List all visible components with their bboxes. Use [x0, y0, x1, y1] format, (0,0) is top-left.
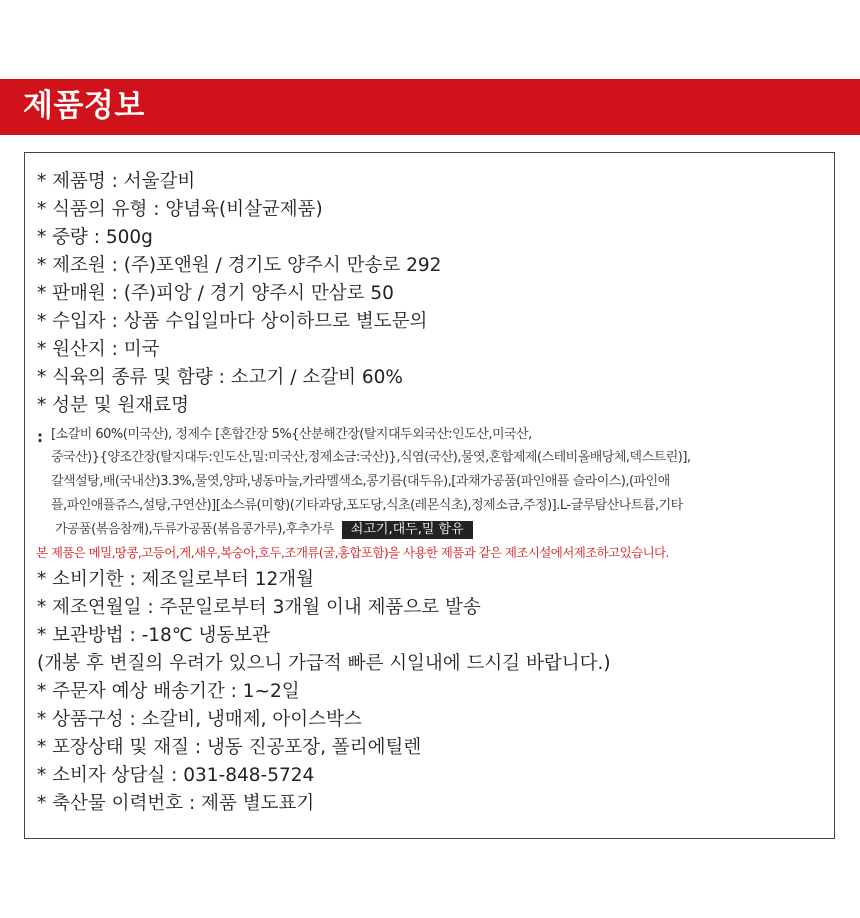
ingredients-line-3: 갈색설탕,배(국내산)3.3%,물엿,양파,냉동마늘,카라멜색소,콩기름(대두유),[과채가공품(파인애플 슬라이스),(파인애 [51, 474, 670, 489]
customer-service-line: * 소비자 상담실 : 031-848-5724 [37, 765, 315, 786]
origin-line: * 원산지 : 미국 [37, 339, 160, 360]
food-type-line: * 식품의 유형 : 양념육(비살균제품) [37, 199, 323, 220]
product-name-line: * 제품명 : 서울갈비 [37, 171, 196, 192]
ingredients-line-2: 중국산)}{양조간장(탈지대두:인도산,밀:미국산,정제소금:국산)},식염(국산),물엿,혼합제제(스테비올배당체,덱스트린)], [51, 450, 691, 465]
ingredients-line-5 [55, 521, 473, 539]
meat-content-line: * 식육의 종류 및 함량 : 소고기 / 소갈비 60% [37, 367, 403, 388]
storage-line: * 보관방법 : -18℃ 냉동보관 [37, 625, 270, 646]
ingredients-line-4: 플,파인애플쥬스,설탕,구연산)][소스류(미향)(기타과당,포도당,식초(레몬식초),정제소금,주정)].L-글루탐산나트륨,기타 [51, 498, 683, 513]
package-contents-line: * 상품구성 : 소갈비, 냉매제, 아이스박스 [37, 709, 362, 730]
delivery-line: * 주문자 예상 배송기간 : 1~2일 [37, 681, 300, 702]
ingredients-line-5-text: 가공품(볶음참깨),두류가공품(볶음콩가루),후추가루 [55, 522, 334, 537]
ingredients-marker: : [37, 428, 43, 446]
traceability-line: * 축산물 이력번호 : 제품 별도표기 [37, 793, 315, 814]
weight-line: * 중량 : 500g [37, 227, 153, 248]
importer-line: * 수입자 : 상품 수입일마다 상이하므로 별도문의 [37, 311, 428, 332]
allergen-badge: 쇠고기,대두,밀 함유 [342, 521, 473, 539]
ingredients-line-1: [소갈비 60%(미국산), 정제수 [혼합간장 5%{산분해간장(탈지대두외국산:인도산,미국산, [51, 427, 532, 442]
product-info-panel [24, 152, 835, 839]
storage-note-line: (개봉 후 변질의 우려가 있으니 가급적 빠른 시일내에 드시길 바랍니다.) [37, 653, 611, 674]
section-title: 제품정보 [23, 88, 145, 124]
seller-line: * 판매원 : (주)피앙 / 경기 양주시 만삼로 50 [37, 283, 394, 304]
manufacture-date-line: * 제조연월일 : 주문일로부터 3개월 이내 제품으로 발송 [37, 597, 481, 618]
expiry-line: * 소비기한 : 제조일로부터 12개월 [37, 569, 314, 590]
packaging-material-line: * 포장상태 및 재질 : 냉동 진공포장, 폴리에틸렌 [37, 737, 422, 758]
ingredients-heading: * 성분 및 원재료명 [37, 395, 189, 416]
section-header [0, 79, 860, 135]
manufacturer-line: * 제조원 : (주)포앤원 / 경기도 양주시 만송로 292 [37, 255, 442, 276]
allergy-warning: 본 제품은 메밀,땅콩,고등어,게,새우,복숭아,호두,조개류(굴,홍합포함)을 사용한 제품과 같은 제조시설에서제조하고있습니다. [36, 545, 669, 560]
